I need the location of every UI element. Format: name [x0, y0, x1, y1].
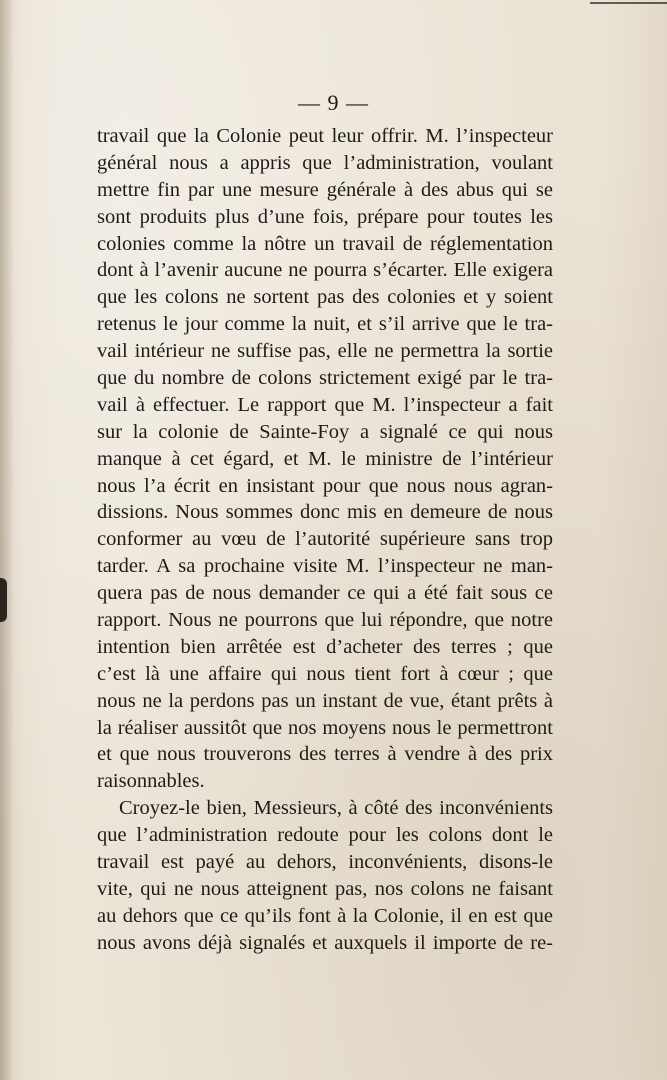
text-line: tarder. A sa prochaine visite M. l’inspecteur ne man-	[97, 555, 553, 578]
text-line: mettre fin par une mesure générale à des abus qui se	[97, 178, 553, 201]
text-line: au dehors que ce qu’ils font à la Colonie, il en est que	[97, 904, 553, 927]
text-line: rapport. Nous ne pourrons que lui répondre, que notre	[97, 609, 553, 632]
text-line: dont à l’avenir aucune ne pourra s’écarter. Elle exigera	[97, 259, 553, 282]
text-line: que les colons ne sortent pas des colonies et y soient	[97, 286, 553, 309]
text-line: travail que la Colonie peut leur offrir. M. l’inspecteur	[97, 125, 553, 147]
text-line: c’est là une affaire qui nous tient fort à cœur ; que	[97, 662, 553, 685]
binding-mark	[0, 578, 7, 622]
text-line: dissions. Nous sommes donc mis en demeure de nous	[97, 501, 553, 524]
text-line: vite, qui ne nous atteignent pas, nos colons ne faisant	[97, 877, 553, 900]
page-number: — 9 —	[298, 90, 369, 115]
text-line: vail intérieur ne suffise pas, elle ne permettra la sortie	[97, 340, 553, 363]
text-line: travail est payé au dehors, inconvénients, disons-le	[97, 851, 553, 874]
text-line: sont produits plus d’une fois, prépare pour toutes les	[97, 205, 553, 228]
text-line: quera pas de nous demander ce qui a été fait sous ce	[97, 582, 553, 605]
top-edge-mark	[590, 2, 667, 4]
text-line: manque à cet égard, et M. le ministre de l’intérieur	[97, 447, 553, 470]
text-line: que du nombre de colons strictement exigé par le tra-	[97, 367, 553, 390]
text-line: général nous a appris que l’administration, voulant	[97, 151, 553, 174]
text-line: intention bien arrêtée est d’acheter des terres ; que	[97, 635, 553, 658]
text-line: sur la colonie de Sainte-Foy a signalé ce qui nous	[97, 420, 553, 443]
text-line: la réaliser aussitôt que nos moyens nous le permettront	[97, 716, 553, 739]
text-line: raisonnables.	[97, 770, 205, 793]
text-line: nous l’a écrit en insistant pour que nous nous agran-	[97, 474, 553, 497]
binding-shadow	[0, 0, 14, 1080]
text-line: colonies comme la nôtre un travail de réglementation	[97, 232, 553, 255]
body-text	[97, 123, 553, 957]
text-line: nous ne la perdons pas un instant de vue, étant prêts à	[97, 689, 553, 712]
text-line: conformer au vœu de l’autorité supérieure sans trop	[97, 528, 553, 551]
text-line: Croyez-le bien, Messieurs, à côté des inconvénients	[119, 797, 553, 820]
text-line: vail à effectuer. Le rapport que M. l’inspecteur a fait	[97, 393, 553, 416]
text-line: que l’administration redoute pour les colons dont le	[97, 824, 553, 847]
text-line: et que nous trouverons des terres à vendre à des prix	[97, 743, 553, 766]
text-line: nous avons déjà signalés et auxquels il importe de re-	[97, 931, 553, 954]
text-line: retenus le jour comme la nuit, et s’il arrive que le tra-	[97, 313, 553, 336]
